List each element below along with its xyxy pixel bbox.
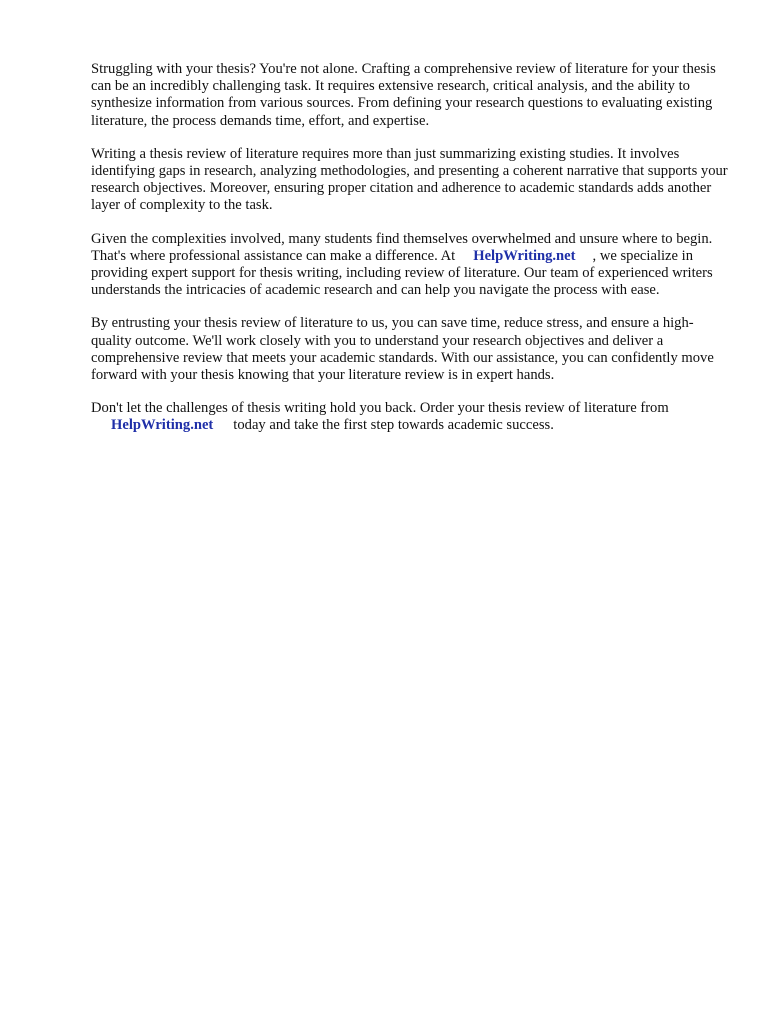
paragraph-cta-tail: today and take the first step towards academic success. <box>233 417 554 434</box>
paragraph-intro: Struggling with your thesis? You're not alone. Crafting a comprehensive review of literature for your thesis can be an incredibly challenging task. It requires extensive research, critical analysis, and the ability to synthesize information from various sources. From defining your research questions to evaluating existing literature, the process demands time, effort, and expertise. <box>91 61 716 129</box>
paragraph-assistance <box>91 231 731 300</box>
helpwriting-link[interactable]: HelpWriting.net <box>473 247 576 264</box>
paragraph-assistance-lead: Given the complexities involved, many students find themselves overwhelmed and unsure where to begin. That's where professional assistance can make a difference. At <box>91 230 713 264</box>
paragraph-assistance-tail: , we specialize in providing expert support for thesis writing, including review of literature. Our team of experienced writers understands the intricacies of academic research and can help you navigate the process with ease. <box>91 247 713 299</box>
paragraph-benefits: By entrusting your thesis review of literature to us, you can save time, reduce stress, and ensure a high-quality outcome. We'll work closely with you to understand your research objectives and deliver a comprehensive review that meets your academic standards. With our assistance, you can confidently move forward with your thesis knowing that your literature review is in expert hands. <box>91 315 714 384</box>
paragraph-call-to-action <box>91 400 731 434</box>
paragraph-requirements: Writing a thesis review of literature requires more than just summarizing existing studies. It involves identifying gaps in research, analyzing methodologies, and presenting a coherent narrative that supports your research objectives. Moreover, ensuring proper citation and adherence to academic standards adds another layer of complexity to the task. <box>91 145 728 214</box>
paragraph-cta-lead: Don't let the challenges of thesis writing hold you back. Order your thesis review of literature from <box>91 400 669 417</box>
helpwriting-link-cta[interactable]: HelpWriting.net <box>111 417 214 434</box>
document-body <box>91 61 731 451</box>
